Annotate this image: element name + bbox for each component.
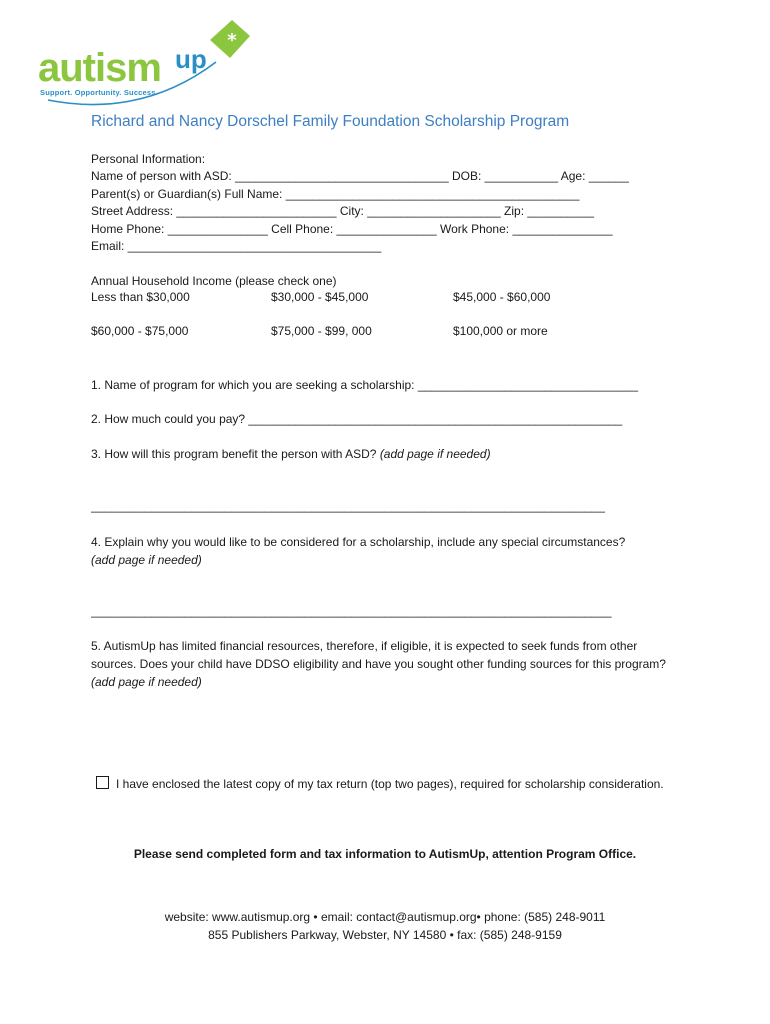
question-4-note: (add page if needed) <box>91 553 202 567</box>
send-instructions: Please send completed form and tax information to AutismUp, attention Program Office. <box>133 847 637 861</box>
question-2-field[interactable]: 2. How much could you pay? ________________________________________________________ <box>91 412 623 426</box>
autismup-logo <box>38 18 258 108</box>
income-option[interactable]: $45,000 - $60,000 <box>453 290 551 304</box>
income-option[interactable]: $100,000 or more <box>453 324 548 338</box>
svg-text:*: * <box>227 30 237 51</box>
question-4 <box>91 533 681 569</box>
logo-tagline: Support. Opportunity. Success. <box>40 88 158 97</box>
phone-fields[interactable]: Home Phone: _______________ Cell Phone: _______________ Work Phone: _______________ <box>91 222 613 236</box>
question-3-text: 3. How will this program benefit the person with ASD? <box>91 447 377 461</box>
question-5-text: 5. AutismUp has limited financial resources, therefore, if eligible, it is expected to seek funds from other sources. Does your child have DDSO eligibility and have you sought other funding sources for this program? <box>91 639 666 671</box>
question-5-note: (add page if needed) <box>91 675 202 689</box>
page-title: Richard and Nancy Dorschel Family Foundation Scholarship Program <box>91 113 570 130</box>
guardian-name-field[interactable]: Parent(s) or Guardian(s) Full Name: ____________________________________________ <box>91 187 580 201</box>
footer-contact: website: www.autismup.org • email: contact@autismup.org• phone: (585) 248-9011 <box>164 910 606 924</box>
address-field[interactable]: Street Address: ________________________ City: ____________________ Zip: __________ <box>91 204 595 218</box>
question-3 <box>91 446 491 463</box>
personal-heading: Personal Information: <box>91 152 206 166</box>
question-4-answer-line[interactable]: ______________________________________________________________________________ <box>91 604 612 618</box>
income-option[interactable]: $30,000 - $45,000 <box>271 290 369 304</box>
income-option[interactable]: Less than $30,000 <box>91 290 190 304</box>
question-3-answer-line[interactable]: _____________________________________________________________________________ <box>91 499 605 513</box>
tax-return-statement: I have enclosed the latest copy of my tax return (top two pages), required for scholarship consideration. <box>116 777 664 791</box>
income-heading: Annual Household Income (please check one) <box>91 274 337 288</box>
question-3-note: (add page if needed) <box>379 447 491 461</box>
logo-word: autism <box>38 46 161 90</box>
income-option[interactable]: $75,000 - $99, 000 <box>271 324 372 338</box>
logo-up: up <box>175 44 207 74</box>
email-field[interactable]: Email: ______________________________________ <box>91 239 382 253</box>
name-dob-age-field[interactable]: Name of person with ASD: ________________________________ DOB: ___________ Age: ______ <box>91 169 629 183</box>
question-4-text: 4. Explain why you would like to be considered for a scholarship, include any special circumstances? <box>91 535 626 549</box>
question-1-field[interactable]: 1. Name of program for which you are seeking a scholarship: _________________________________ <box>91 378 639 392</box>
income-option[interactable]: $60,000 - $75,000 <box>91 324 189 338</box>
footer-address: 855 Publishers Parkway, Webster, NY 14580 • fax: (585) 248-9159 <box>208 928 562 942</box>
question-5 <box>91 637 681 691</box>
